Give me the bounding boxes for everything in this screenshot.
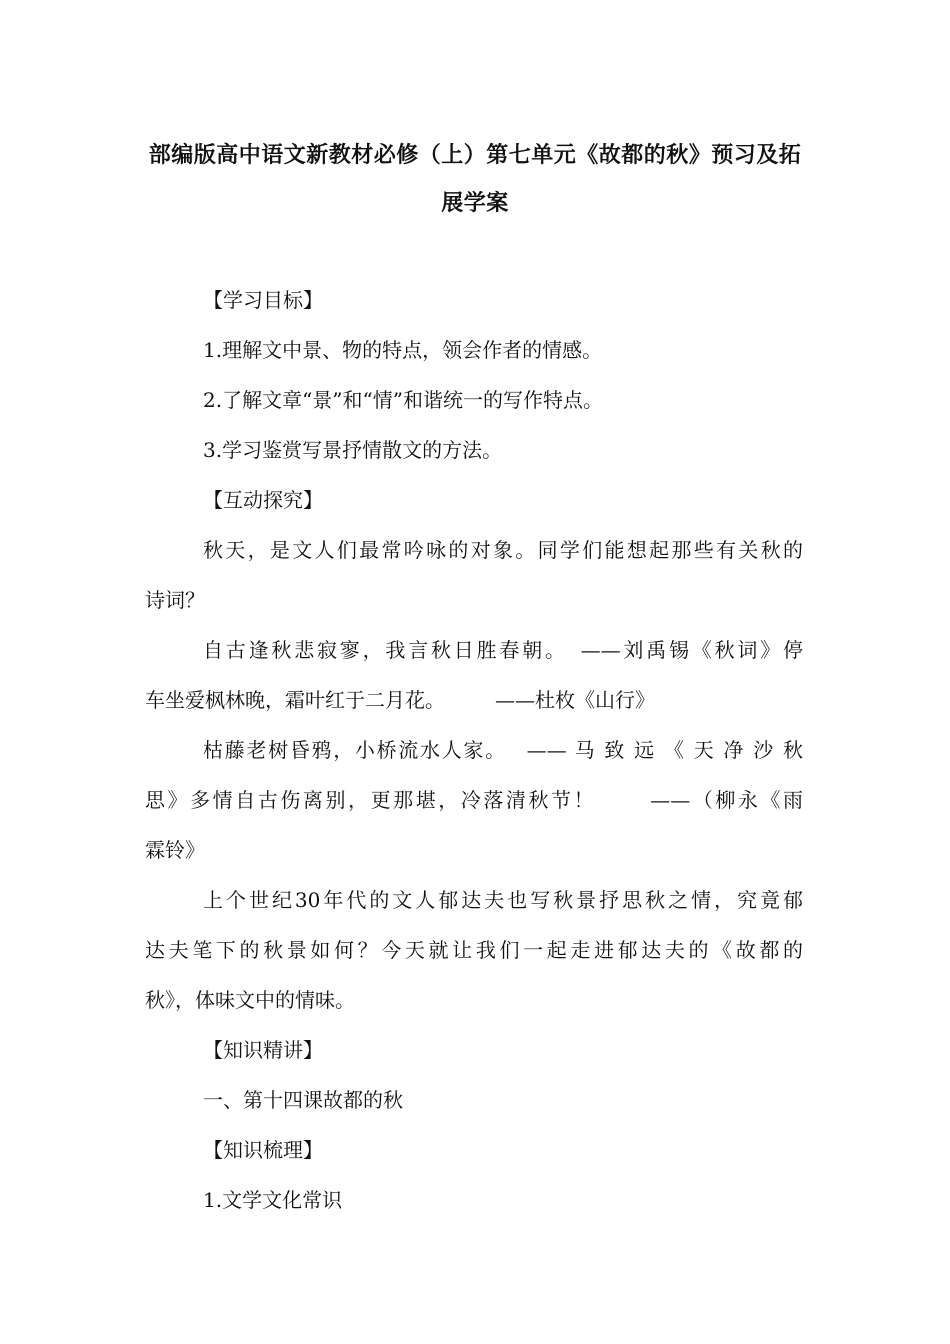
poem-quote-line: 车坐爱枫林晚，霜叶红于二月花。 ——杜枚《山行》 (145, 688, 655, 712)
learning-goal-item: 1.理解文中景、物的特点，领会作者的情感。 (203, 338, 603, 362)
section-heading-interactive-inquiry: 【互动探究】 (203, 488, 323, 512)
paragraph-line: 上个世纪30年代的文人郁达夫也写秋景抒思秋之情，究竟郁 (203, 888, 803, 912)
section-heading-knowledge-review: 【知识梳理】 (203, 1138, 323, 1162)
section-heading-knowledge-lecture: 【知识精讲】 (203, 1038, 323, 1062)
learning-goal-item: 3.学习鉴赏写景抒情散文的方法。 (203, 438, 503, 462)
document-title-line-2: 展学案 (441, 191, 509, 216)
paragraph-line: 秋》，体味文中的情味。 (145, 988, 355, 1012)
paragraph-line: 诗词？ (145, 588, 205, 612)
poem-quote-line: 霖铃》 (145, 838, 205, 862)
document-title-line-1: 部编版高中语文新教材必修（上）第七单元《故都的秋》预习及拓 (148, 143, 802, 168)
poem-quote-line: 思》多情自古伤离别，更那堪，冷落清秋节！ ——（柳永《雨 (145, 788, 803, 812)
poem-quote-line: 自古逢秋悲寂寥，我言秋日胜春朝。 ——刘禹锡《秋词》停 (203, 638, 803, 662)
poem-quote-line: 枯藤老树昏鸦，小桥流水人家。 —— 马 致 远 《 天 净 沙 秋 (203, 738, 803, 762)
paragraph-line: 达夫笔下的秋景如何？今天就让我们一起走进郁达夫的《故都的 (145, 938, 803, 962)
lesson-heading: 一、第十四课故都的秋 (203, 1088, 403, 1112)
subsection-heading: 1.文学文化常识 (203, 1188, 343, 1212)
section-heading-learning-goals: 【学习目标】 (203, 288, 323, 312)
paragraph-line: 秋天，是文人们最常吟咏的对象。同学们能想起那些有关秋的 (203, 538, 803, 562)
learning-goal-item: 2.了解文章“景”和“情”和谐统一的写作特点。 (203, 388, 603, 412)
